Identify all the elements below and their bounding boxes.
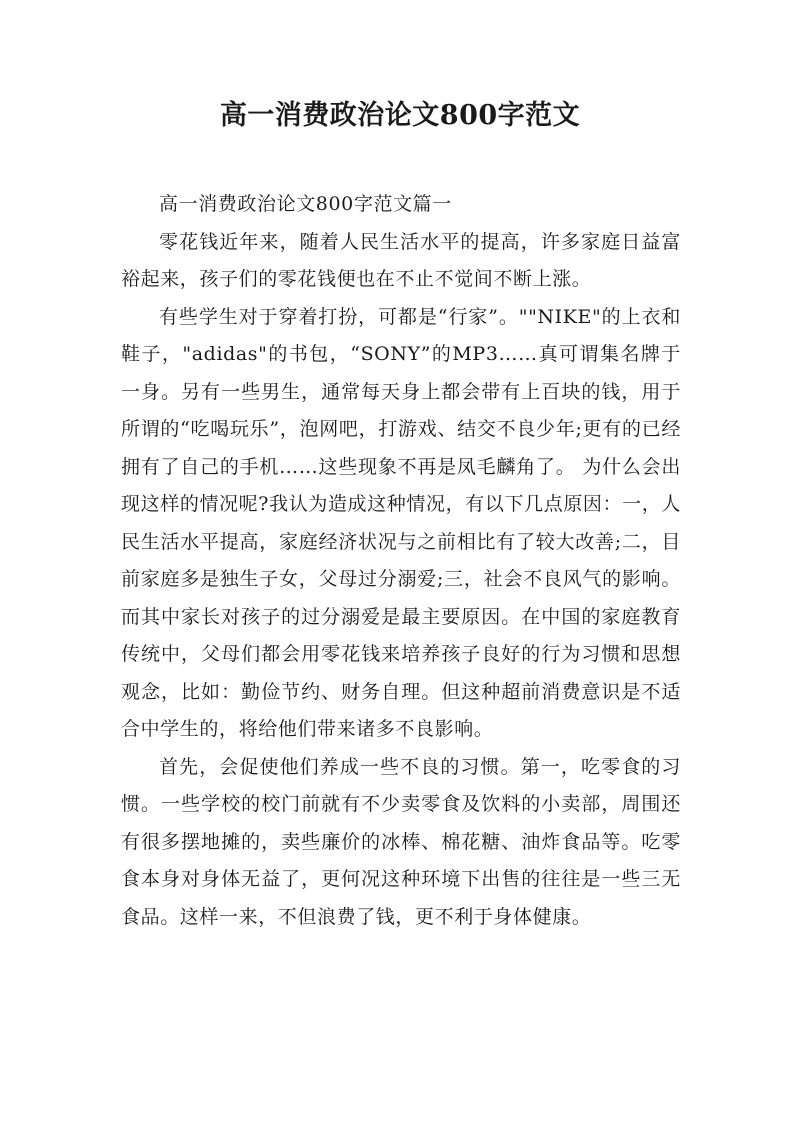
paragraph-3: 首先，会促使他们养成一些不良的习惯。第一，吃零食的习惯。一些学校的校门前就有不少卖零食及饮料的小卖部，周围还有很多摆地摊的，卖些廉价的冰棒、棉花糖、油炸食品等。吃零食本身对身体无益了，更何况这种环境下出售的往往是一些三无食品。这样一来，不但浪费了钱，更不利于身体健康。 xyxy=(121,755,681,928)
paragraph-1: 零花钱近年来，随着人民生活水平的提高，许多家庭日益富裕起来，孩子们的零花钱便也在不止不觉间不断上涨。 xyxy=(121,230,681,290)
document-body xyxy=(121,186,681,936)
paragraph-2: 有些学生对于穿着打扮，可都是“行家”。""NIKE"的上衣和鞋子，"adidas"的书包，“SONY”的MP3……真可谓集名牌于一身。另有一些男生，通常每天身上都会带有上百块的钱，用于所谓的“吃喝玩乐”，泡网吧，打游戏、结交不良少年;更有的已经拥有了自己的手机……这些现象不再是凤毛麟角了。 为什么会出现这样的情况呢?我认为造成这种情况，有以下几点原因：一，人民生活水平提高，家庭经济状况与之前相比有了较大改善;二，目前家庭多是独生子女，父母过分溺爱;三，社会不良风气的影响。而其中家长对孩子的过分溺爱是最主要原因。在中国的家庭教育传统中，父母们都会用零花钱来培养孩子良好的行为习惯和思想观念，比如：勤俭节约、财务自理。但这种超前消费意识是不适合中学生的，将给他们带来诸多不良影响。 xyxy=(121,305,681,740)
document-title: 高一消费政治论文800字范文 xyxy=(219,100,581,131)
section-heading: 高一消费政治论文800字范文篇一 xyxy=(159,193,452,215)
